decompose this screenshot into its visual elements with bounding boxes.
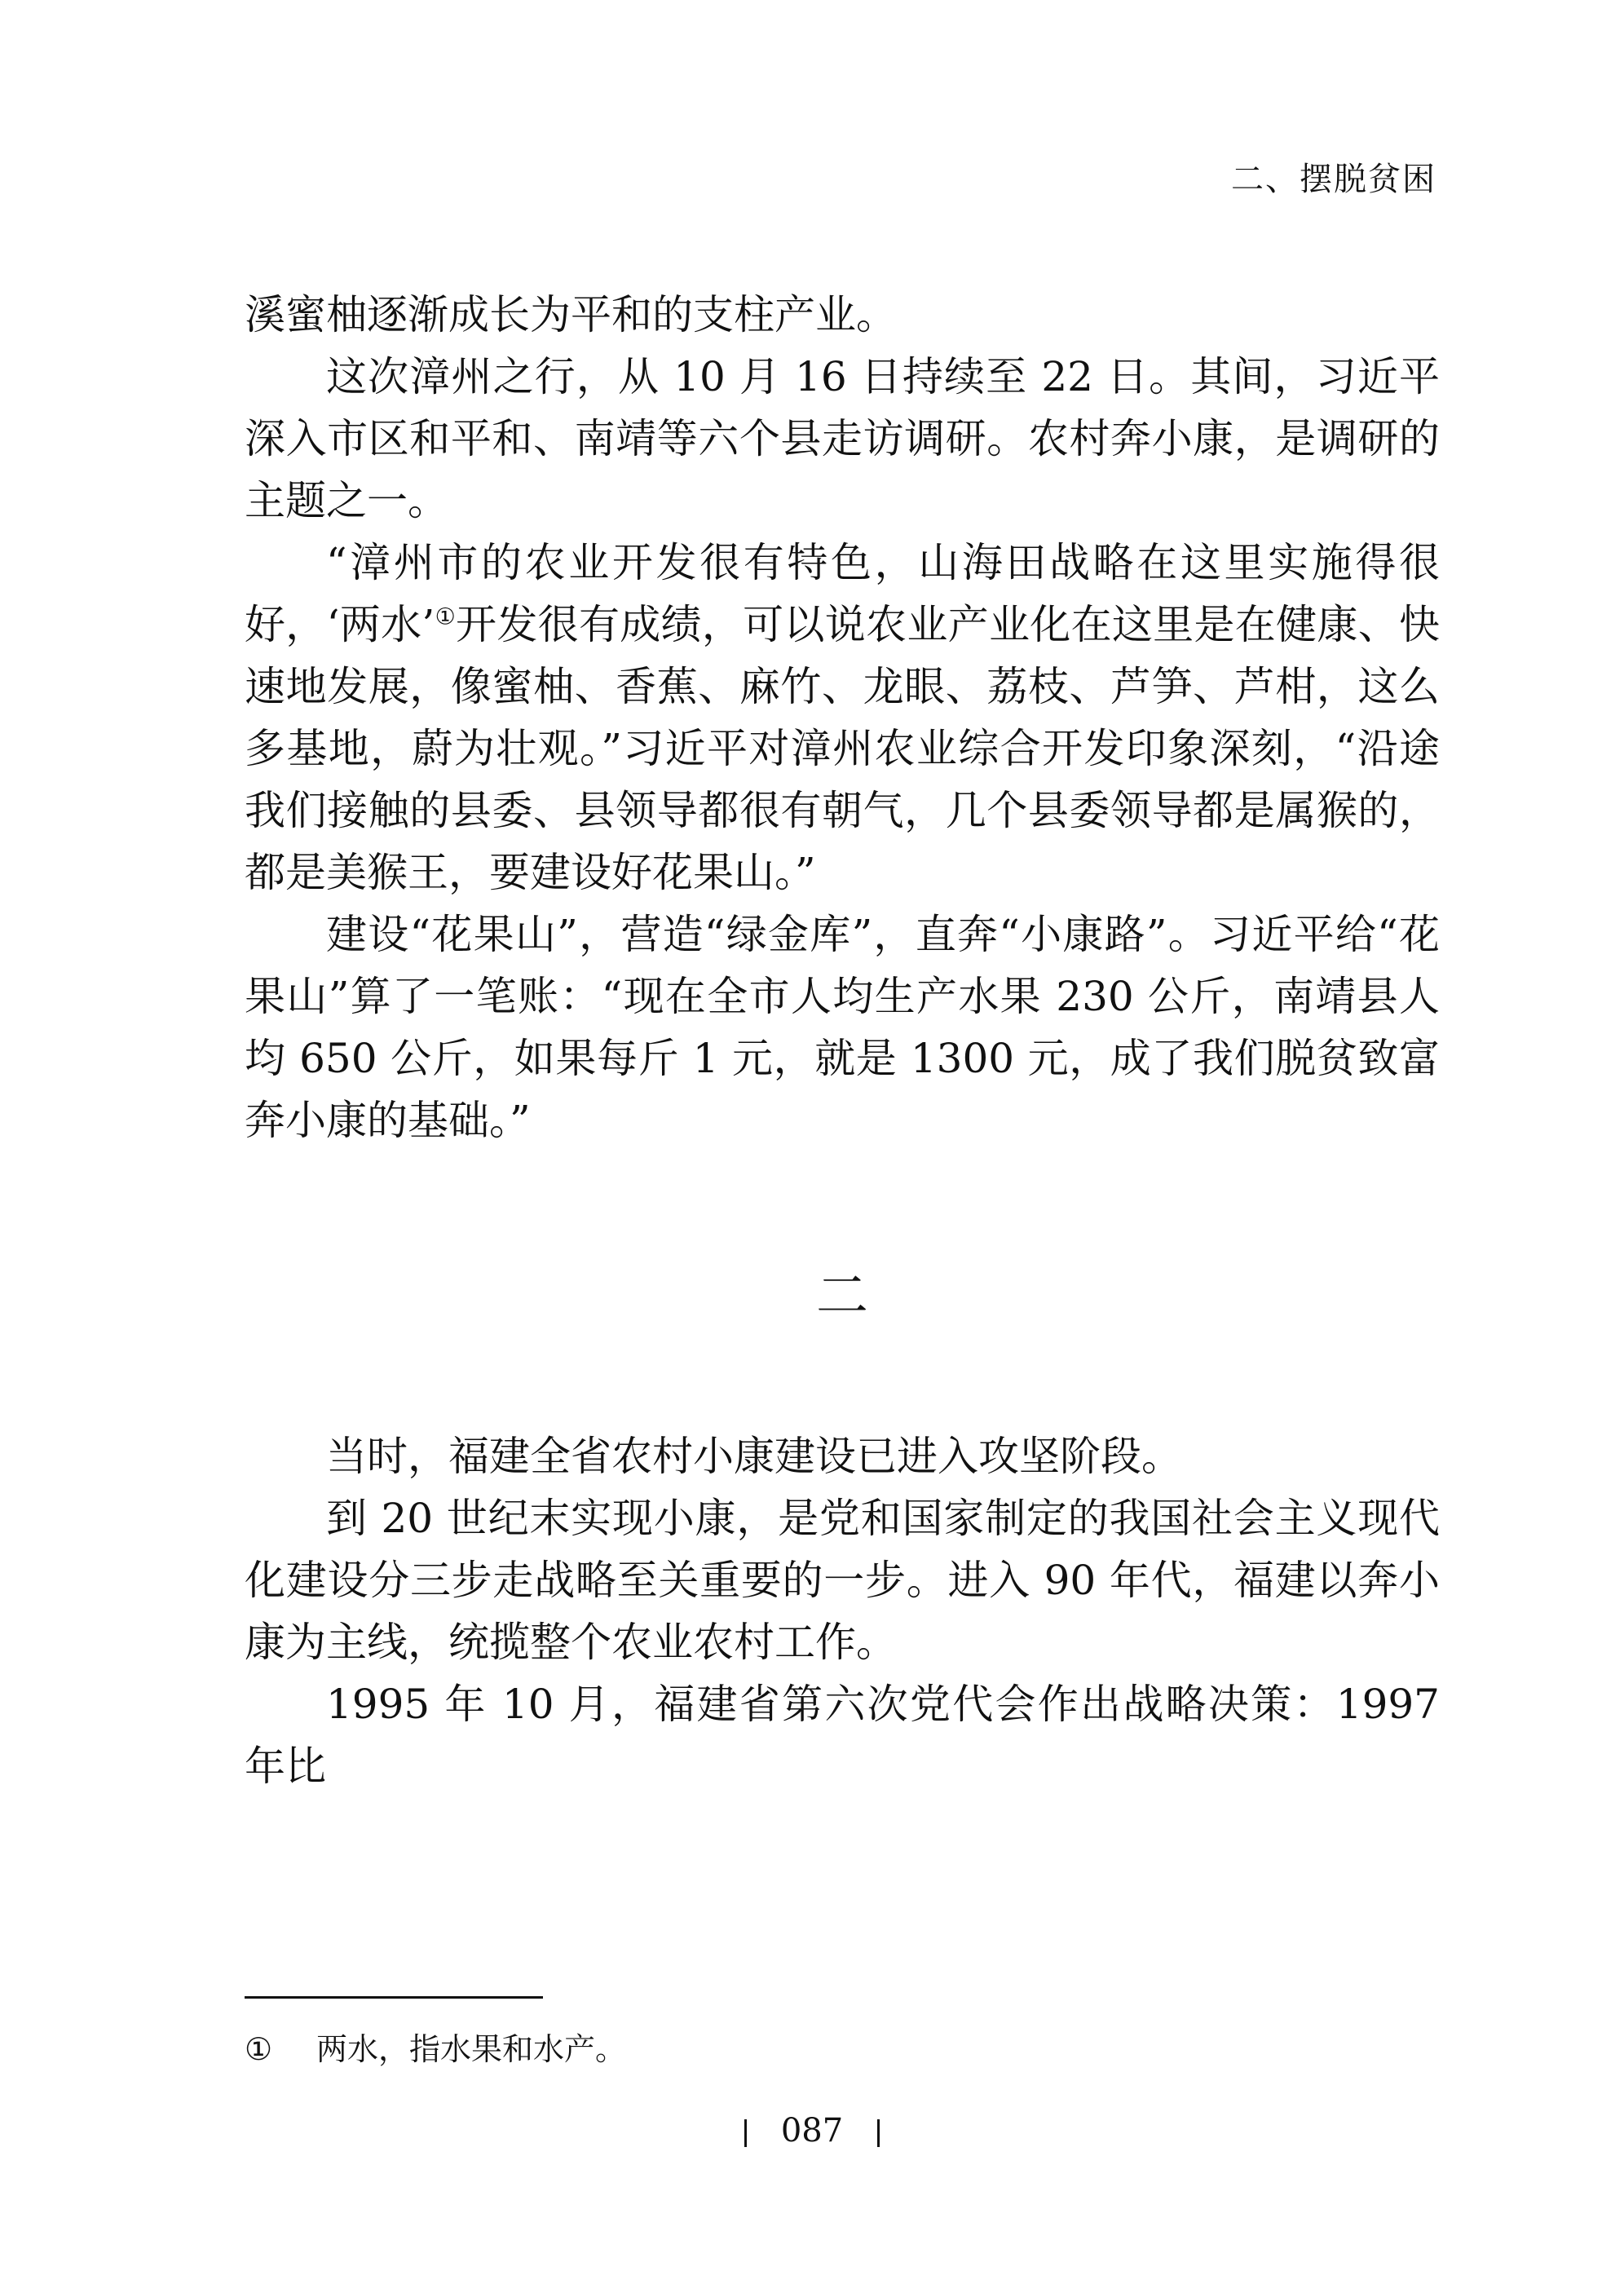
paragraph: 到 20 世纪末实现小康，是党和国家制定的我国社会主义现代化建设分三步走战略至关重要的一步。进入 90 年代，福建以奔小康为主线，统揽整个农业农村工作。 [245,1495,1440,1666]
paragraph-with-footnote [245,532,1440,904]
footnote-mark: ① [245,2031,273,2067]
folio-bar-right [877,2119,880,2147]
paragraph: 1995 年 10 月，福建省第六次党代会作出战略决策：1997 年比 [245,1681,1440,1790]
folio-bar-left [744,2119,747,2147]
paragraph: 当时，福建全省农村小康建设已进入攻坚阶段。 [326,1433,1182,1480]
footnote-text: 两水，指水果和水产。 [316,2031,627,2067]
footnote-reference: ① [435,603,457,630]
paragraph: 溪蜜柚逐渐成长为平和的支柱产业。 [245,291,897,338]
paragraph-text-after-ref: 开发很有成绩，可以说农业产业化在这里是在健康、快速地发展，像蜜柚、香蕉、麻竹、龙眼、荔枝、芦笋、芦柑，这么多基地，蔚为壮观。”习近平对漳州农业综合开发印象深刻，“沿途我们接触的县委、县领导都很有朝气，几个县委领导都是属猴的，都是美猴王，要建设好花果山。” [245,601,1441,896]
section-number: 二 [816,1266,868,1327]
footnote [245,2029,626,2070]
footnote-divider [245,1996,543,1999]
running-head: 二、摆脱贫困 [1231,161,1436,198]
body-text [245,284,1440,1797]
page-number: 087 [780,2112,844,2149]
paragraph-text-before-ref: “漳州市的农业开发很有特色，山海田战略在这里实施得很好，‘两水’ [245,539,1440,648]
page-footer [0,2112,1624,2149]
paragraph: 这次漳州之行，从 10 月 16 日持续至 22 日。其间，习近平深入市区和平和、南靖等六个县走访调研。农村奔小康，是调研的主题之一。 [245,353,1440,524]
paragraph: 建设“花果山”，营造“绿金库”，直奔“小康路”。习近平给“花果山”算了一笔账：“现在全市人均生产水果 230 公斤，南靖县人均 650 公斤，如果每斤 1 元，就是 1300 元，成了我们脱贫致富奔小康的基础。” [245,911,1440,1144]
